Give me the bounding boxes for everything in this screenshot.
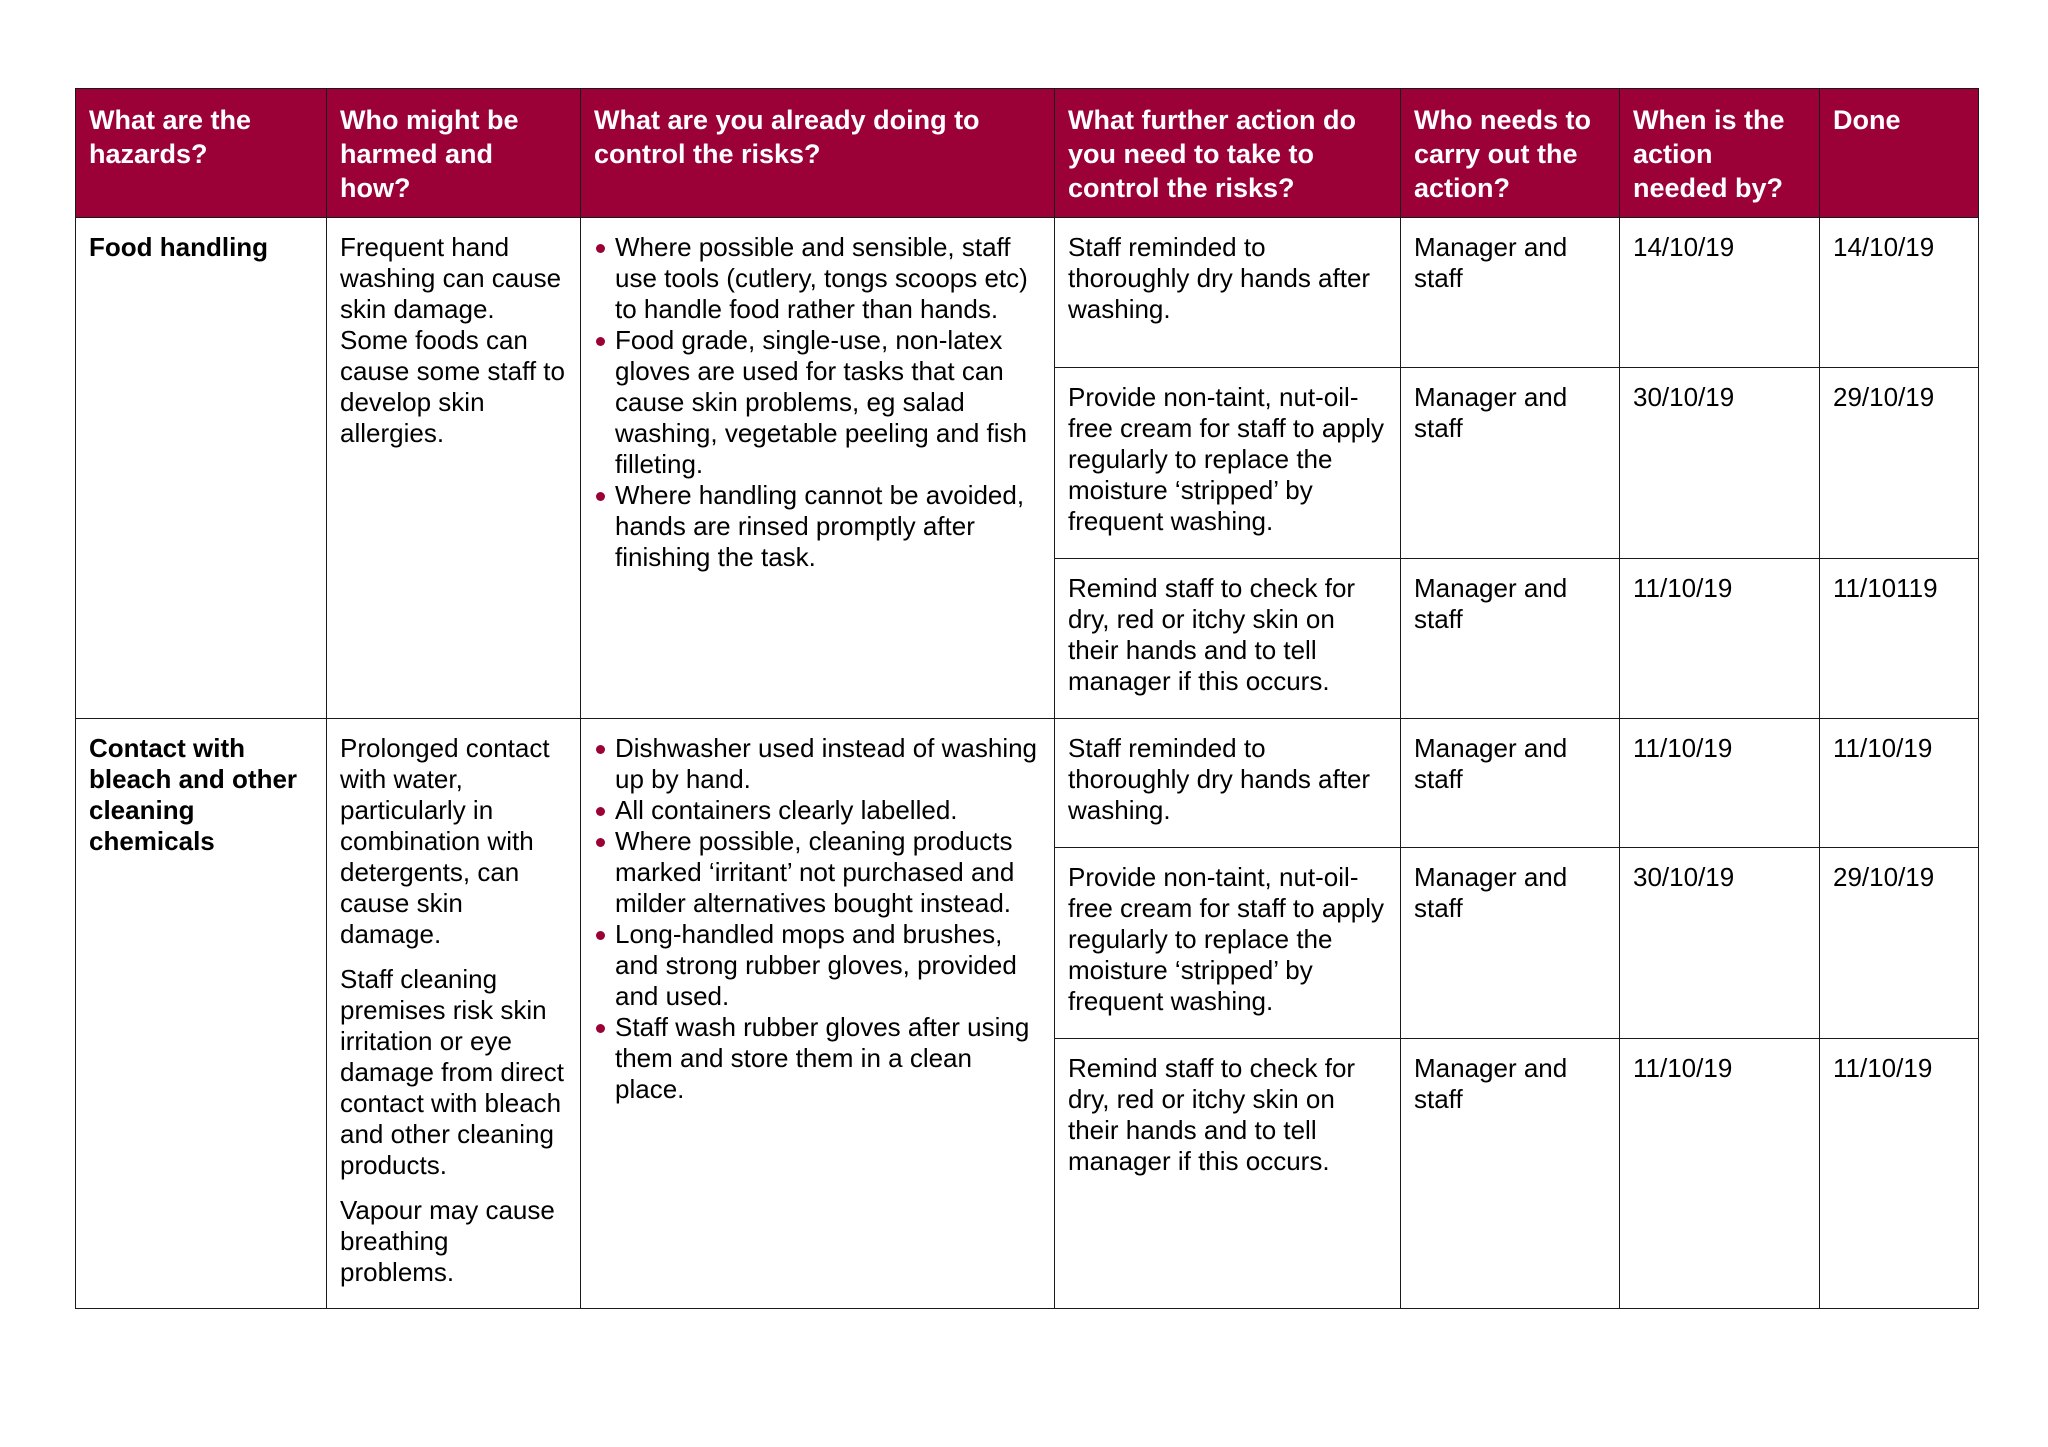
harmed-text: Staff cleaning premises risk skin irritation or eye damage from direct contact with bleach and other cleaning products. [340, 964, 564, 1180]
controls-list [594, 733, 1042, 1105]
deadline-cell: 30/10/19 [1620, 848, 1820, 1039]
action-owner-cell: Manager and staff [1401, 1039, 1620, 1309]
list-item: Food grade, single‑use, non-latex gloves are used for tasks that can cause skin problems, eg salad washing, vegetable peeling and fish filleting. [594, 325, 1042, 480]
done-cell: 29/10/19 [1820, 368, 1979, 559]
list-item: Where possible, cleaning products marked ‘irritant’ not purchased and milder alternatives bought instead. [594, 826, 1042, 919]
bullet-icon [596, 745, 605, 754]
done-cell: 14/10/19 [1820, 218, 1979, 368]
further-action-cell: Remind staff to check for dry, red or itchy skin on their hands and to tell manager if this occurs. [1055, 1039, 1401, 1309]
further-action-cell: Staff reminded to thoroughly dry hands after washing. [1055, 218, 1401, 368]
deadline-cell: 30/10/19 [1620, 368, 1820, 559]
bullet-icon [596, 1024, 605, 1033]
further-action-cell: Provide non-taint, nut-oil-free cream for staff to apply regularly to replace the moisture ‘stripped’ by frequent washing. [1055, 848, 1401, 1039]
deadline-cell: 11/10/19 [1620, 719, 1820, 848]
harmed-text: Prolonged contact with water, particularly in combination with detergents, can cause skin damage. [340, 733, 550, 949]
done-cell: 11/10119 [1820, 559, 1979, 719]
action-owner-cell: Manager and staff [1401, 848, 1620, 1039]
bullet-icon [596, 337, 605, 346]
header-action-owner: Who needs to carry out the action? [1401, 89, 1620, 218]
header-deadline: When is the action needed by? [1620, 89, 1820, 218]
header-current-controls: What are you already doing to control the risks? [581, 89, 1055, 218]
bullet-icon [596, 838, 605, 847]
bullet-icon [596, 931, 605, 940]
table-row [76, 218, 1979, 368]
controls-cell [581, 719, 1055, 1309]
bullet-icon [596, 492, 605, 501]
list-item: All containers clearly labelled. [594, 795, 1042, 826]
header-who-harmed: Who might be harmed and how? [327, 89, 581, 218]
harmed-cell [327, 719, 581, 1309]
list-item: Where possible and sensible, staff use tools (cutlery, tongs scoops etc) to handle food rather than hands. [594, 232, 1042, 325]
list-item: Where handling cannot be avoided, hands are rinsed promptly after finishing the task. [594, 480, 1042, 573]
list-item: Dishwasher used instead of washing up by hand. [594, 733, 1042, 795]
deadline-cell: 11/10/19 [1620, 1039, 1820, 1309]
harmed-cell [327, 218, 581, 719]
further-action-cell: Remind staff to check for dry, red or itchy skin on their hands and to tell manager if this occurs. [1055, 559, 1401, 719]
deadline-cell: 11/10/19 [1620, 559, 1820, 719]
harmed-text: Vapour may cause breathing problems. [340, 1195, 555, 1287]
further-action-cell: Provide non-taint, nut-oil-free cream for staff to apply regularly to replace the moisture ‘stripped’ by frequent washing. [1055, 368, 1401, 559]
controls-cell [581, 218, 1055, 719]
list-item: Staff wash rubber gloves after using them and store them in a clean place. [594, 1012, 1042, 1105]
done-cell: 11/10/19 [1820, 719, 1979, 848]
list-item: Long-handled mops and brushes, and strong rubber gloves, provided and used. [594, 919, 1042, 1012]
deadline-cell: 14/10/19 [1620, 218, 1820, 368]
action-owner-cell: Manager and staff [1401, 368, 1620, 559]
table-row [76, 719, 1979, 848]
action-owner-cell: Manager and staff [1401, 719, 1620, 848]
header-done: Done [1820, 89, 1979, 218]
hazard-cell: Food handling [76, 218, 327, 719]
bullet-icon [596, 807, 605, 816]
harmed-text: Frequent hand washing can cause skin damage. Some foods can cause some staff to develop skin allergies. [340, 232, 565, 448]
header-further-action: What further action do you need to take to control the risks? [1055, 89, 1401, 218]
bullet-icon [596, 244, 605, 253]
done-cell: 29/10/19 [1820, 848, 1979, 1039]
done-cell: 11/10/19 [1820, 1039, 1979, 1309]
risk-assessment-table [75, 88, 1979, 1309]
header-hazards: What are the hazards? [76, 89, 327, 218]
action-owner-cell: Manager and staff [1401, 218, 1620, 368]
controls-list [594, 232, 1042, 573]
table-header-row [76, 89, 1979, 218]
further-action-cell: Staff reminded to thoroughly dry hands after washing. [1055, 719, 1401, 848]
action-owner-cell: Manager and staff [1401, 559, 1620, 719]
hazard-cell: Contact with bleach and other cleaning chemicals [76, 719, 327, 1309]
